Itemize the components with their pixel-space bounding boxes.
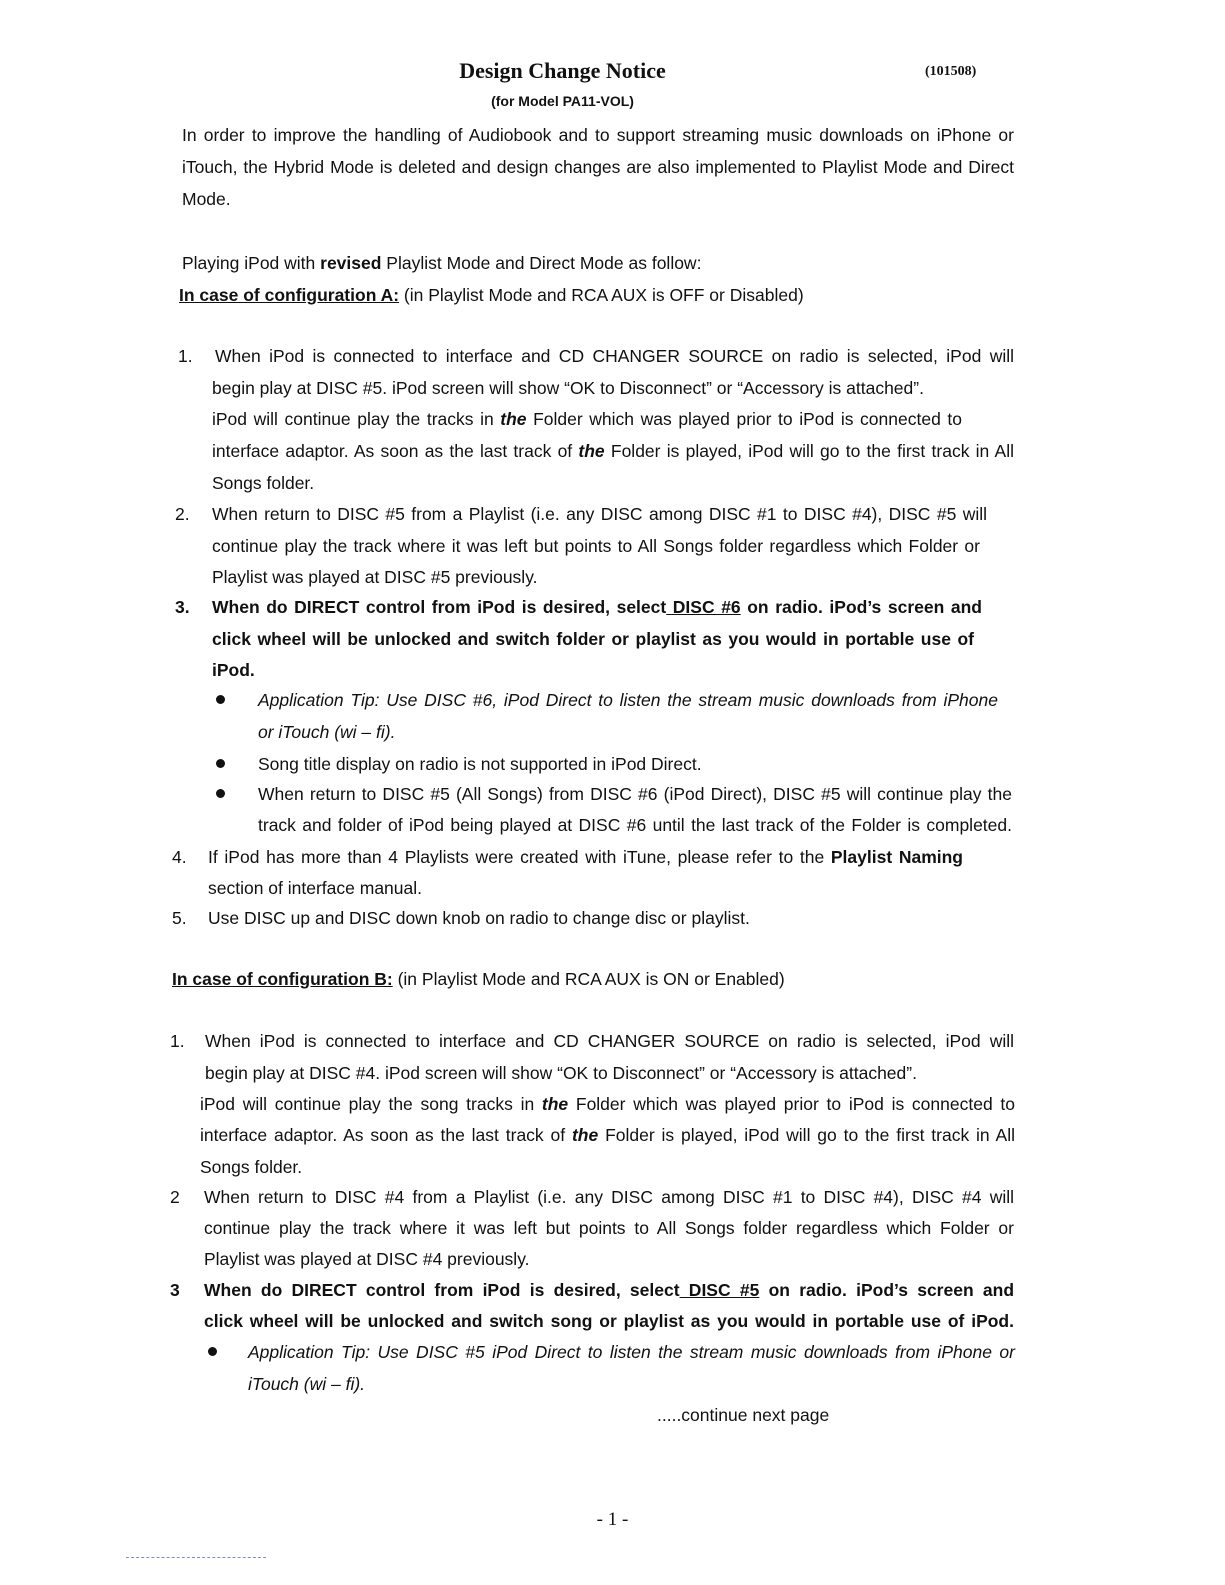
document-number: (101508) <box>925 64 977 79</box>
config-a-item-2-line-3: Playlist was played at DISC #5 previously. <box>212 567 538 587</box>
config-a-item-1-line-3: iPod will continue play the tracks in the Folder which was played prior to iPod is connected to <box>212 409 962 429</box>
config-a-item-1-line-4: interface adaptor. As soon as the last track of the Folder is played, iPod will go to the first track in All <box>212 441 1015 461</box>
config-b-item-2-line-3: Playlist was played at DISC #4 previously. <box>204 1249 530 1269</box>
config-b-item-1-line-2: begin play at DISC #4. iPod screen will show “OK to Disconnect” or “Accessory is attached”. <box>205 1063 917 1083</box>
config-b-item-3-line-1: When do DIRECT control from iPod is desired, select DISC #5 on radio. iPod’s screen and <box>204 1280 1015 1300</box>
config-a-item-3-line-3: iPod. <box>212 660 255 680</box>
config-a-item-3-line-2: click wheel will be unlocked and switch folder or playlist as you would in portable use of <box>212 629 974 649</box>
config-a-bullet-1-line-1: Application Tip: Use DISC #6, iPod Direct to listen the stream music downloads from iPhone <box>258 690 998 710</box>
config-b-item-1-line-4: interface adaptor. As soon as the last track of the Folder is played, iPod will go to the first track in All <box>200 1125 1015 1145</box>
intro-line-3: Mode. <box>182 189 231 209</box>
config-a-item-1-line-5: Songs folder. <box>212 473 315 493</box>
config-b-bullet-1-line-1: Application Tip: Use DISC #5 iPod Direct to listen the stream music downloads from iPhone or <box>248 1342 1015 1362</box>
bullet-icon <box>208 1347 217 1356</box>
intro-line-2: iTouch, the Hybrid Mode is deleted and design changes are also implemented to Playlist Mode and Direct <box>182 157 1014 177</box>
config-a-item-5-line-1: Use DISC up and DISC down knob on radio to change disc or playlist. <box>208 908 750 928</box>
config-b-item-1-line-1: When iPod is connected to interface and CD CHANGER SOURCE on radio is selected, iPod will <box>205 1031 1014 1051</box>
config-a-item-1-number: 1. <box>178 346 193 366</box>
bullet-icon <box>216 695 225 704</box>
page-number: - 1 - <box>596 1509 629 1530</box>
document-title: Design Change Notice <box>459 58 666 83</box>
config-a-item-3-line-1: When do DIRECT control from iPod is desired, select DISC #6 on radio. iPod’s screen and <box>212 597 982 617</box>
config-a-bullet-1-line-2: or iTouch (wi – fi). <box>258 722 396 742</box>
config-b-item-1-number: 1. <box>170 1031 185 1051</box>
config-b-item-2-number: 2 <box>170 1187 180 1207</box>
document-subtitle: (for Model PA11-VOL) <box>491 93 634 109</box>
config-a-item-1-line-1: When iPod is connected to interface and CD CHANGER SOURCE on radio is selected, iPod will <box>215 346 1014 366</box>
config-b-item-3-number: 3 <box>170 1280 180 1300</box>
config-a-item-2-line-1: When return to DISC #5 from a Playlist (i.e. any DISC among DISC #1 to DISC #4), DISC #5 will <box>212 504 987 524</box>
config-a-item-4-line-2: section of interface manual. <box>208 878 423 898</box>
config-b-bullet-1-line-2: iTouch (wi – fi). <box>248 1374 366 1394</box>
bullet-icon <box>216 759 225 768</box>
continue-note: .....continue next page <box>657 1405 830 1425</box>
config-a-bullet-3-line-1: When return to DISC #5 (All Songs) from DISC #6 (iPod Direct), DISC #5 will continue play the <box>258 784 1012 804</box>
config-b-heading: In case of configuration B: (in Playlist Mode and RCA AUX is ON or Enabled) <box>172 969 785 989</box>
config-a-item-2-number: 2. <box>175 504 190 524</box>
config-a-item-3-number: 3. <box>175 597 190 617</box>
playing-intro: Playing iPod with revised Playlist Mode and Direct Mode as follow: <box>182 253 702 273</box>
intro-line-1: In order to improve the handling of Audiobook and to support streaming music downloads on iPhone or <box>182 125 1014 145</box>
bullet-icon <box>216 789 225 798</box>
config-a-item-2-line-2: continue play the track where it was left but points to All Songs folder regardless which Folder or <box>212 536 980 556</box>
config-a-bullet-3-line-2: track and folder of iPod being played at DISC #6 until the last track of the Folder is completed. <box>258 815 1012 835</box>
config-a-item-4-number: 4. <box>172 847 187 867</box>
config-a-item-4-line-1: If iPod has more than 4 Playlists were created with iTune, please refer to the Playlist Naming <box>208 847 963 867</box>
config-a-heading: In case of configuration A: (in Playlist Mode and RCA AUX is OFF or Disabled) <box>179 285 804 305</box>
config-b-item-2-line-2: continue play the track where it was left but points to All Songs folder regardless which Folder or <box>204 1218 1014 1238</box>
config-b-item-1-line-5: Songs folder. <box>200 1157 303 1177</box>
config-a-item-5-number: 5. <box>172 908 187 928</box>
config-a-item-1-line-2: begin play at DISC #5. iPod screen will show “OK to Disconnect” or “Accessory is attached”. <box>212 378 924 398</box>
config-b-item-3-line-2: click wheel will be unlocked and switch song or playlist as you would in portable use of iPod. <box>204 1311 1014 1331</box>
footer-divider <box>126 1557 266 1558</box>
config-b-item-1-line-3: iPod will continue play the song tracks in the Folder which was played prior to iPod is connected to <box>200 1094 1015 1114</box>
config-b-item-2-line-1: When return to DISC #4 from a Playlist (i.e. any DISC among DISC #1 to DISC #4), DISC #4 will <box>204 1187 1014 1207</box>
config-a-bullet-2-line-1: Song title display on radio is not supported in iPod Direct. <box>258 754 702 774</box>
